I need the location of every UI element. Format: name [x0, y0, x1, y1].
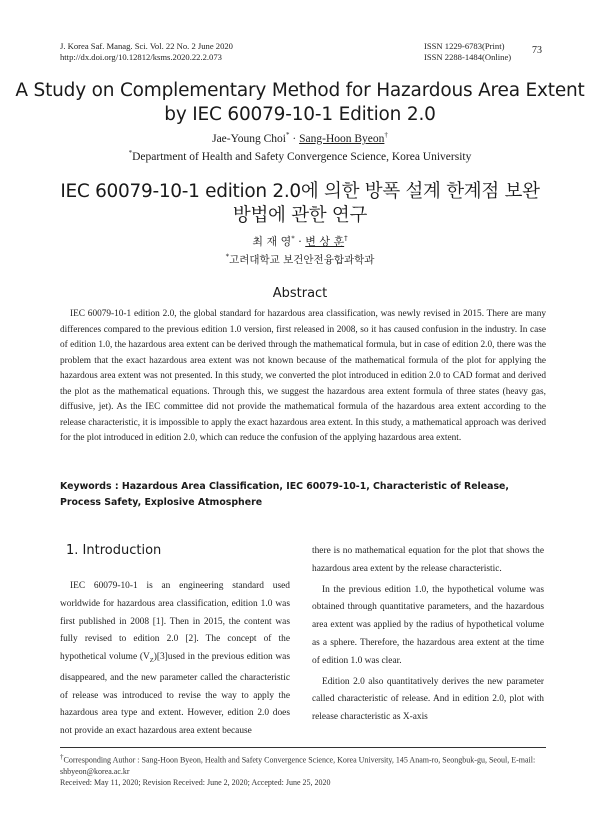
- intro-paragraph-1: [60, 578, 290, 741]
- author1-en-mark: *: [286, 131, 290, 139]
- keywords: [60, 479, 546, 510]
- journal-line: J. Korea Saf. Manag. Sci. Vol. 22 No. 2 June 2020: [60, 41, 233, 51]
- title-en-line2: by IEC 60079-10-1 Edition 2.0: [164, 104, 436, 125]
- title-ko-line2: 방법에 관한 연구: [232, 205, 368, 226]
- section-heading-introduction: 1. Introduction: [66, 543, 162, 558]
- keywords-label: Keywords: [60, 481, 112, 492]
- footnote-divider: [60, 747, 546, 748]
- journal-info: [60, 41, 233, 63]
- author1-en: Jae-Young Choi: [212, 132, 287, 145]
- affil-ko-mark: *: [225, 252, 230, 261]
- doi-link[interactable]: http://dx.doi.org/10.12812/ksms.2020.22.2.073: [60, 52, 222, 62]
- intro-paragraph-4: Edition 2.0 also quantitatively derives the new parameter called characteristic of release. And in edition 2.0, plot with release characteristic as X-axis: [312, 676, 544, 723]
- keywords-text: Hazardous Area Classification, IEC 60079-10-1, Characteristic of Release, Process Safety, Explosive Atmosphere: [60, 481, 509, 508]
- affil-ko-text: 고려대학교 보건안전융합과학과: [229, 254, 375, 266]
- abstract-body: IEC 60079-10-1 edition 2.0, the global standard for hazardous area classification, was newly revised in 2015. There are many differences compared to the previous edition 1.0 version, first released in 2008, so it has caused confusion in the industry. In case of edition 1.0, the hazardous area extent can be derived through the mathematical formula, but in case of edition 2.0, there was the problem that the exact hazardous area extent was not known because of the mathematical formula of the plot for applying the hazardous area extent was not presented. In this study, we converted the plot introduced in edition 2.0 to CAD format and derived the plot as the mathematical equations. Through this, we suggest the hazardous area extent formula of three states (heavy gas, diffusive, jet). As the IEC committee did not provide the mathematical formula of the hazardous area extent according to the release characteristic, it is impossible to apply the exact hazardous area extent. In this study, a mathematical approach was derived for the plot introduced in edition 2.0, which can reduce the confusion of the applying hazardous area extent.: [60, 309, 546, 444]
- affiliation-korean: [0, 252, 600, 267]
- footnote-corresponding-text: Corresponding Author : Sang-Hoon Byeon, Health and Safety Convergence Science, Korea University, 145 Anam-ro, Seongbuk-gu, Seoul, E-mail: shbyeon@korea.ac.kr: [60, 755, 536, 776]
- intro-p1-after: )[3]used in the previous edition was disappeared, and the new parameter called the characteristic of release was introduced to revise the way to apply the hazardous area type and extent. However, edition 2.0 does not provide an exact hazardous area extent because: [60, 652, 290, 737]
- right-column: [312, 543, 544, 727]
- footnote-mark: †: [60, 753, 64, 761]
- paper-title-english: [0, 79, 600, 127]
- author-separator: ·: [289, 132, 300, 145]
- author1-ko: 최 재 영: [252, 235, 292, 248]
- left-column: [60, 578, 290, 741]
- author2-ko: 변 상 훈: [305, 235, 345, 248]
- intro-p1-subscript: Z: [149, 657, 154, 665]
- author-separator-ko: ·: [294, 235, 306, 248]
- issn-print: ISSN 1229-6783(Print): [424, 41, 505, 51]
- affil-en-mark: *: [128, 149, 133, 157]
- page-number: 73: [532, 45, 542, 56]
- paper-title-korean: [0, 180, 600, 228]
- footnote-corresponding: [60, 752, 546, 777]
- affiliation-english: [0, 149, 600, 163]
- abstract-heading: Abstract: [272, 286, 328, 301]
- issn-info: [424, 41, 511, 63]
- intro-paragraph-2: there is no mathematical equation for the plot that shows the hazardous area extent by the release characteristic.: [312, 546, 544, 574]
- issn-online: ISSN 2288-1484(Online): [424, 52, 512, 62]
- authors-korean: [0, 233, 600, 249]
- footnote: [60, 752, 546, 789]
- keywords-separator: :: [111, 481, 122, 492]
- authors-english: [0, 131, 600, 145]
- author2-en: Sang-Hoon Byeon: [299, 132, 385, 145]
- author2-en-mark: †: [384, 131, 388, 139]
- author1-ko-mark: *: [291, 234, 295, 243]
- intro-paragraph-3: In the previous edition 1.0, the hypothetical volume was obtained through quantitative parameters, and the hazardous area extent was applied by the radius of hypothetical volume as a sphere. Therefore, the hazardous area extent at the time of edition 1.0 was clear.: [312, 584, 544, 666]
- author2-ko-mark: †: [344, 234, 348, 243]
- title-ko-line1: IEC 60079-10-1 edition 2.0에 의한 방폭 설계 한계점 보완: [60, 181, 540, 202]
- footnote-dates: Received: May 11, 2020; Revision Received: June 2, 2020; Accepted: June 25, 2020: [60, 778, 331, 788]
- affil-en-text: Department of Health and Safety Convergence Science, Korea University: [132, 150, 472, 163]
- intro-p1-before: IEC 60079-10-1 is an engineering standard used worldwide for hazardous area classification, edition 1.0 was first published in 2008 [1]. Then in 2015, the content was fully revised to edition 2.0 [2]. The concept of the hypothetical volume (V: [60, 581, 290, 663]
- title-en-line1: A Study on Complementary Method for Hazardous Area Extent: [15, 80, 585, 101]
